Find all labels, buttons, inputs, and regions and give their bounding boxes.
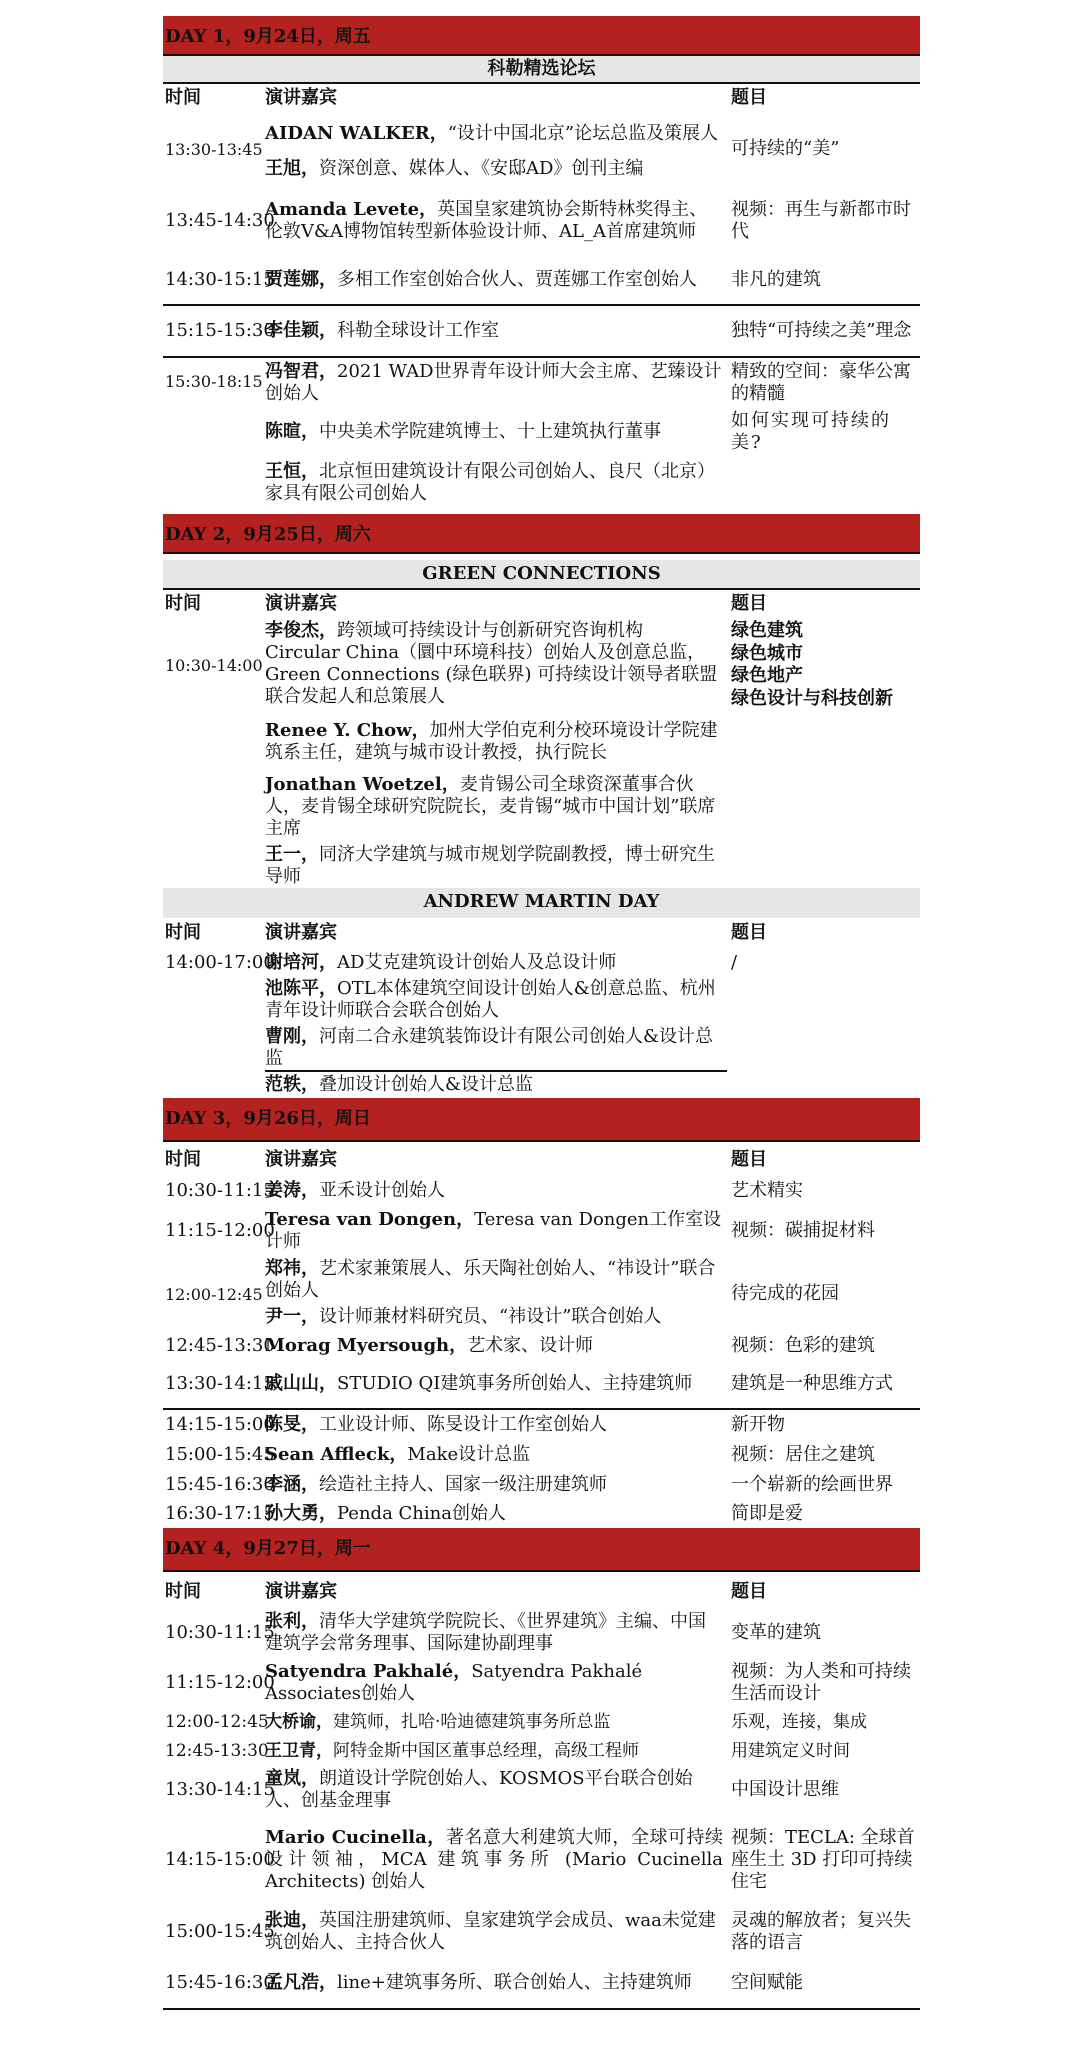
speaker-desc: 叠加设计创始人&设计总监 [319, 1074, 534, 1095]
speaker-name: Morag Myersough， [265, 1335, 468, 1356]
speaker-desc: 艺术家、设计师 [467, 1335, 594, 1356]
day2-section-green-connections: GREEN CONNECTIONS [163, 560, 920, 590]
col-time: 时间 [165, 593, 201, 614]
speaker-desc: 加州大学伯克利分校环境设计学院建筑系主任，建筑与城市设计教授，执行院长 [265, 720, 718, 763]
table-row [163, 618, 920, 888]
col-topic: 题目 [731, 593, 767, 614]
speaker-name: 冯智君， [265, 361, 337, 382]
row-topic: 视频：TECLA: 全球首座生土 3D 打印可持续住宅 [731, 1827, 915, 1892]
row-time: 15:45-16:30 [165, 1972, 275, 1993]
speaker-desc: 亚禾设计创始人 [319, 1180, 445, 1201]
table-row [163, 948, 920, 1098]
row-topic: 视频：碳捕捉材料 [731, 1220, 875, 1241]
row-time: 13:30-14:15 [165, 1373, 275, 1394]
table-row [163, 1176, 920, 1206]
speaker-name: 王卫青， [265, 1741, 333, 1761]
table-row [163, 1470, 920, 1500]
speaker-name: 范轶， [265, 1074, 319, 1095]
row-topic: 一个崭新的绘画世界 [731, 1474, 893, 1495]
speaker-desc: Teresa van Dongen工作室设计师 [265, 1209, 722, 1252]
speaker-desc: 英国皇家建筑协会斯特林奖得主、伦敦V&A博物馆转型新体验设计师、AL_A首席建筑师 [265, 199, 708, 242]
col-speaker: 演讲嘉宾 [265, 1149, 337, 1170]
day2-column-header-2 [163, 918, 920, 948]
row-time: 12:00-12:45 [165, 1284, 263, 1304]
speaker-name: 戚山山， [265, 1373, 337, 1394]
speaker-name: 王恒， [265, 461, 319, 482]
speaker-name: 池陈平， [265, 978, 337, 999]
speaker-desc: OTL本体建筑空间设计创始人&创意总监、杭州青年设计师联合会联合创始人 [265, 978, 716, 1021]
speaker-name: 孙大勇， [265, 1503, 337, 1524]
day3-column-header [163, 1142, 920, 1176]
speaker-desc: 艺术家兼策展人、乐天陶社创始人、“祎设计”联合创始人 [265, 1258, 716, 1301]
speaker-desc: 麦肯锡公司全球资深董事合伙人，麦肯锡全球研究院院长，麦肯锡“城市中国计划”联席主席 [265, 774, 716, 839]
speaker-desc: 资深创意、媒体人、《安邸AD》创刊主编 [319, 158, 644, 179]
row-time: 13:45-14:30 [165, 210, 275, 231]
row-topic: 视频：为人类和可持续生活而设计 [731, 1661, 911, 1704]
speaker-name: 贾莲娜， [265, 269, 337, 290]
speaker-name: 谢培河， [265, 952, 337, 973]
table-row [163, 256, 920, 304]
table-row [163, 1708, 920, 1736]
col-topic: 题目 [731, 1581, 767, 1602]
table-row [163, 1658, 920, 1708]
day1-section-title: 科勒精选论坛 [163, 56, 920, 84]
row-time: 14:15-15:00 [165, 1849, 275, 1870]
speaker-desc: 多相工作室创始合伙人、贾莲娜工作室创始人 [337, 269, 697, 290]
table-row [163, 1256, 920, 1332]
row-time: 14:30-15:15 [165, 269, 275, 290]
row-topic: 新开物 [731, 1414, 785, 1435]
row-time: 15:45-16:30 [165, 1474, 275, 1495]
row-time: 12:45-13:30 [165, 1741, 269, 1761]
speaker-desc: 工业设计师、陈旻设计工作室创始人 [319, 1414, 607, 1435]
speaker-name: Renee Y. Chow， [265, 720, 430, 741]
row-topic: 独特“可持续之美”理念 [731, 320, 912, 341]
row-topic: 简即是爱 [731, 1503, 803, 1524]
row-topic: 建筑是一种思维方式 [731, 1373, 893, 1394]
speaker-desc: 同济大学建筑与城市规划学院副教授，博士研究生导师 [265, 844, 715, 887]
speaker-desc: 跨领域可持续设计与创新研究咨询机构 Circular China（圜中环境科技）创始人及创意总监，Green Connections (绿色联界) 可持续设计领导者联盟联合发起人和总策展人 [265, 620, 718, 707]
speaker-name: 陈暄， [265, 421, 319, 442]
table-row [163, 358, 920, 514]
speaker-name: 姜涛， [265, 1180, 319, 1201]
col-time: 时间 [165, 1149, 201, 1170]
table-row [163, 112, 920, 186]
row-time: 12:45-13:30 [165, 1335, 275, 1356]
speaker-name: 尹一， [265, 1306, 319, 1327]
speaker-desc: line+建筑事务所、联合创始人、主持建筑师 [337, 1972, 692, 1993]
speaker-name: 陈旻， [265, 1414, 319, 1435]
day2-section-andrew-martin: ANDREW MARTIN DAY [163, 888, 920, 918]
row-time: 11:15-12:00 [165, 1672, 275, 1693]
row-topic: 非凡的建筑 [731, 269, 821, 290]
col-speaker: 演讲嘉宾 [265, 1581, 337, 1602]
table-row [163, 1440, 920, 1470]
row-topic: 灵魂的解放者；复兴失落的语言 [731, 1910, 911, 1953]
col-speaker: 演讲嘉宾 [265, 922, 337, 943]
topic-item: 绿色城市 [731, 642, 803, 664]
speaker-desc: “设计中国北京”论坛总监及策展人 [447, 123, 719, 144]
speaker-name: 王旭， [265, 158, 319, 179]
row-time: 10:30-14:00 [165, 656, 263, 675]
row-topic: 精致的空间：豪华公寓的精髓 [731, 361, 911, 404]
row-time: 16:30-17:15 [165, 1503, 275, 1524]
speaker-name: Jonathan Woetzel， [265, 774, 460, 795]
topic-item: 绿色地产 [731, 665, 803, 686]
row-time: 13:30-14:15 [165, 1779, 275, 1800]
speaker-desc: 河南二合永建筑装饰设计有限公司创始人&设计总监 [265, 1026, 714, 1069]
table-row [163, 1906, 920, 1958]
speaker-desc: 科勒全球设计工作室 [337, 320, 499, 341]
speaker-name: 曹刚， [265, 1026, 319, 1047]
row-topic: / [731, 952, 738, 973]
col-time: 时间 [165, 922, 201, 943]
day1-column-header [163, 84, 920, 112]
speaker-name: 郑祎， [265, 1258, 319, 1279]
speaker-desc: 建筑师，扎哈·哈迪德建筑事务所总监 [333, 1712, 611, 1732]
col-speaker: 演讲嘉宾 [265, 87, 337, 108]
row-topic: 艺术精实 [731, 1180, 803, 1201]
row-time: 14:00-17:00 [165, 952, 275, 973]
row-topic: 如何实现可持续的美? [731, 410, 891, 453]
topic-item: 绿色设计与科技创新 [731, 687, 893, 709]
row-time: 14:15-15:00 [165, 1414, 275, 1435]
schedule-document [163, 16, 920, 2010]
table-row [163, 1814, 920, 1906]
speaker-desc: 北京恒田建筑设计有限公司创始人、良尺（北京）家具有限公司创始人 [265, 461, 715, 504]
row-topic: 视频：居住之建筑 [731, 1444, 875, 1465]
col-topic: 题目 [731, 87, 767, 108]
speaker-desc: STUDIO QI建筑事务所创始人、主持建筑师 [337, 1373, 693, 1394]
speaker-desc: 中央美术学院建筑博士、十上建筑执行董事 [319, 421, 661, 442]
speaker-desc: 2021 WAD世界青年设计师大会主席、艺臻设计创始人 [265, 361, 722, 404]
speaker-desc: 清华大学建筑学院院长、《世界建筑》主编、中国建筑学会常务理事、国际建协副理事 [265, 1611, 706, 1654]
row-topic: 视频：再生与新都市时代 [731, 199, 911, 242]
table-row [163, 306, 920, 356]
row-topic: 可持续的“美” [731, 138, 840, 159]
speaker-name: Satyendra Pakhalé， [265, 1661, 472, 1682]
speaker-name: 孟凡浩， [265, 1972, 337, 1993]
day1-header: DAY 1，9月24日，周五 [163, 16, 920, 56]
speaker-name: Amanda Levete， [265, 199, 438, 220]
col-time: 时间 [165, 1581, 201, 1602]
speaker-desc: Make设计总监 [407, 1444, 531, 1465]
speaker-desc: 设计师兼材料研究员、“祎设计”联合创始人 [319, 1306, 662, 1327]
speaker-name: 李俊杰， [265, 620, 337, 641]
row-time: 15:00-15:45 [165, 1444, 275, 1465]
table-row [163, 1608, 920, 1658]
table-row [163, 1500, 920, 1528]
speaker-name: 童岚， [265, 1768, 319, 1789]
speaker-desc: Satyendra Pakhalé Associates创始人 [265, 1661, 643, 1704]
row-topic: 用建筑定义时间 [731, 1741, 850, 1761]
speaker-name: AIDAN WALKER， [265, 123, 448, 144]
speaker-name: 李涵， [265, 1474, 319, 1495]
table-row [163, 1410, 920, 1440]
speaker-name: 大桥谕， [265, 1712, 333, 1732]
speaker-name: 王一， [265, 844, 319, 865]
row-time: 12:00-12:45 [165, 1712, 269, 1732]
day4-column-header [163, 1572, 920, 1608]
row-time: 15:30-18:15 [165, 372, 263, 391]
row-topic: 乐观，连接，集成 [731, 1712, 867, 1732]
speaker-desc: AD艾克建筑设计创始人及总设计师 [337, 952, 617, 973]
speaker-name: Mario Cucinella， [265, 1827, 446, 1848]
row-time: 10:30-11:15 [165, 1622, 275, 1643]
table-row [163, 1206, 920, 1256]
speaker-name: Sean Affleck， [265, 1444, 408, 1465]
topic-item: 绿色建筑 [731, 620, 803, 641]
table-row [163, 1736, 920, 1766]
row-topic: 中国设计思维 [731, 1779, 839, 1800]
speaker-name: 张迪， [265, 1910, 319, 1931]
speaker-desc: 绘造社主持人、国家一级注册建筑师 [319, 1474, 607, 1495]
col-speaker: 演讲嘉宾 [265, 593, 337, 614]
speaker-desc: 朗道设计学院创始人、KOSMOS平台联合创始人、创基金理事 [265, 1768, 693, 1811]
day3-header: DAY 3，9月26日，周日 [163, 1098, 920, 1142]
speaker-name: Teresa van Dongen， [265, 1209, 475, 1230]
row-topic: 变革的建筑 [731, 1622, 821, 1643]
table-row [163, 1958, 920, 2010]
row-time: 13:30-13:45 [165, 139, 263, 159]
row-time: 10:30-11:15 [165, 1180, 275, 1201]
row-time: 15:15-15:30 [165, 320, 275, 341]
col-topic: 题目 [731, 1149, 767, 1170]
table-row [163, 186, 920, 256]
row-time: 15:00-15:45 [165, 1921, 275, 1942]
row-topic: 视频：色彩的建筑 [731, 1335, 875, 1356]
speaker-name: 张利， [265, 1611, 319, 1632]
row-time: 11:15-12:00 [165, 1220, 275, 1241]
day2-header: DAY 2，9月25日，周六 [163, 514, 920, 554]
row-topic: 待完成的花园 [731, 1283, 839, 1304]
speaker-name: 李佳颖， [265, 320, 337, 341]
day2-column-header [163, 590, 920, 618]
row-topic: 空间赋能 [731, 1972, 803, 1993]
table-row [163, 1360, 920, 1408]
speaker-desc: 英国注册建筑师、皇家建筑学会成员、waa未觉建筑创始人、主持合伙人 [265, 1910, 716, 1953]
table-row [163, 1766, 920, 1814]
table-row [163, 1332, 920, 1360]
speaker-desc: 阿特金斯中国区董事总经理，高级工程师 [333, 1741, 639, 1761]
col-time: 时间 [165, 87, 201, 108]
col-topic: 题目 [731, 922, 767, 943]
day4-header: DAY 4，9月27日，周一 [163, 1528, 920, 1572]
speaker-desc: 著名意大利建筑大师，全球可持续设计领袖，MCA 建筑事务所 (Mario Cucinella Architects) 创始人 [265, 1827, 723, 1892]
speaker-desc: Penda China创始人 [337, 1503, 506, 1524]
